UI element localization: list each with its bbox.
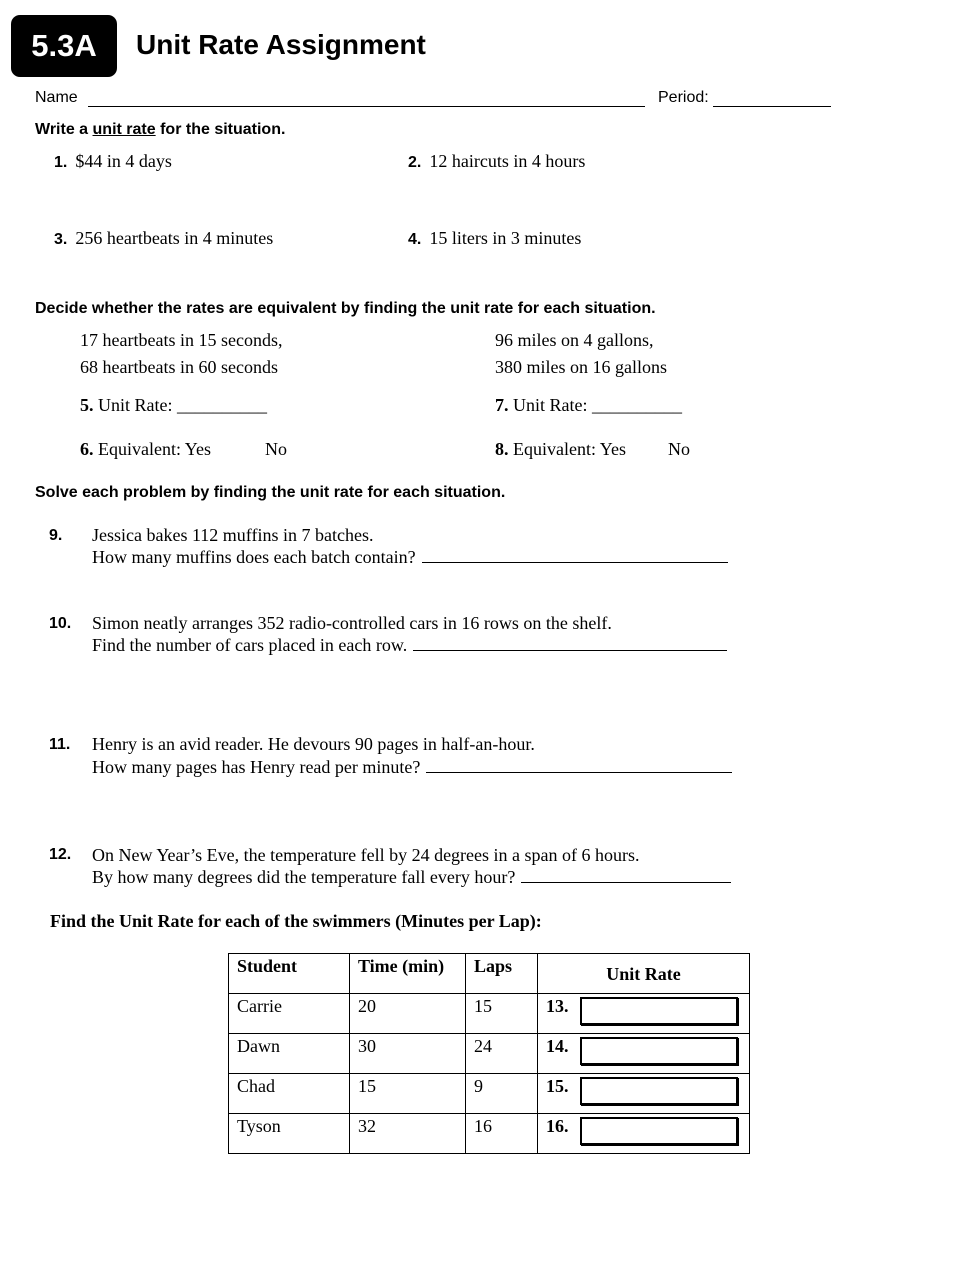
problem-number: 3. (54, 231, 68, 248)
equivalent-yes-option[interactable]: Equivalent: Yes (98, 439, 212, 459)
section4-instruction: Find the Unit Rate for each of the swimmers (Minutes per Lap): (50, 911, 542, 931)
swimmers-table (228, 953, 750, 1154)
problem-10-number: 10. (49, 615, 72, 632)
name-label: Name (35, 89, 78, 106)
time-cell: 15 (350, 1074, 466, 1114)
question-text: How many muffins does each batch contain? (92, 547, 416, 567)
answer-line[interactable] (422, 548, 728, 563)
rate-pair-right-line1: 96 miles on 4 gallons, (495, 330, 654, 350)
problem-text: 15 liters in 3 minutes (429, 228, 582, 248)
problem-12-number: 12. (49, 846, 72, 863)
problem-12-line1: On New Year’s Eve, the temperature fell by 24 degrees in a span of 6 hours. (92, 845, 640, 865)
unit-rate-cell (538, 1114, 750, 1154)
problem-9-line2 (92, 547, 728, 568)
question-text: How many pages has Henry read per minute? (92, 757, 421, 777)
answer-line[interactable] (426, 758, 732, 773)
section1-instruction (35, 121, 285, 139)
time-cell: 20 (350, 994, 466, 1034)
page-title: Unit Rate Assignment (136, 29, 426, 60)
laps-cell: 24 (466, 1034, 538, 1074)
answer-box[interactable] (580, 1117, 738, 1145)
problem-number: 7. (495, 395, 509, 415)
section2-instruction: Decide whether the rates are equivalent by finding the unit rate for each situation. (35, 300, 656, 317)
unit-rate-cell (538, 1034, 750, 1074)
problem-5 (80, 395, 267, 416)
table-row (229, 1074, 750, 1114)
instruction-term: unit rate (92, 121, 156, 138)
laps-cell: 15 (466, 994, 538, 1034)
problem-6 (80, 439, 211, 460)
unit-rate-cell (538, 994, 750, 1034)
problem-number: 8. (495, 439, 509, 459)
period-field[interactable] (713, 106, 831, 107)
table-header-row (229, 954, 750, 994)
problem-12-line2 (92, 867, 731, 888)
answer-box[interactable] (580, 1077, 738, 1105)
rate-pair-left-line1: 17 heartbeats in 15 seconds, (80, 330, 283, 350)
student-cell: Carrie (229, 994, 350, 1034)
problem-number: 5. (80, 395, 94, 415)
unit-rate-cell (538, 1074, 750, 1114)
problem-11-number: 11. (49, 736, 71, 753)
problem-text: $44 in 4 days (75, 151, 172, 171)
problem-number: 1. (54, 154, 68, 171)
student-cell: Chad (229, 1074, 350, 1114)
problem-9-line1: Jessica bakes 112 muffins in 7 batches. (92, 525, 374, 545)
problem-7 (495, 395, 682, 416)
problem-number: 15. (546, 1076, 569, 1096)
laps-cell: 9 (466, 1074, 538, 1114)
problem-number: 13. (546, 996, 569, 1016)
problem-number: 4. (408, 231, 422, 248)
problem-number: 14. (546, 1036, 569, 1056)
lesson-badge: 5.3A (11, 15, 117, 77)
problem-10-line1: Simon neatly arranges 352 radio-controlled cars in 16 rows on the shelf. (92, 613, 612, 633)
period-label: Period: (658, 89, 709, 106)
table-row (229, 994, 750, 1034)
section3-instruction: Solve each problem by finding the unit rate for each situation. (35, 484, 506, 501)
equivalent-no-option[interactable]: No (265, 439, 287, 459)
problem-number: 2. (408, 154, 422, 171)
rate-pair-right-line2: 380 miles on 16 gallons (495, 357, 667, 377)
name-field[interactable] (88, 106, 645, 107)
laps-cell: 16 (466, 1114, 538, 1154)
header-time: Time (min) (350, 954, 466, 994)
time-cell: 32 (350, 1114, 466, 1154)
problem-text: 256 heartbeats in 4 minutes (75, 228, 274, 248)
table-row (229, 1034, 750, 1074)
student-cell: Dawn (229, 1034, 350, 1074)
equivalent-no-option[interactable]: No (668, 439, 690, 459)
unit-rate-prompt: Unit Rate: __________ (98, 395, 267, 415)
problem-4 (408, 228, 581, 249)
header-student: Student (229, 954, 350, 994)
header-unit-rate: Unit Rate (538, 954, 750, 994)
problem-number: 6. (80, 439, 94, 459)
problem-2 (408, 151, 585, 172)
problem-text: 12 haircuts in 4 hours (429, 151, 586, 171)
problem-8 (495, 439, 626, 460)
unit-rate-prompt: Unit Rate: __________ (513, 395, 682, 415)
problem-10-line2 (92, 635, 727, 656)
problem-number: 16. (546, 1116, 569, 1136)
header-laps: Laps (466, 954, 538, 994)
answer-box[interactable] (580, 1037, 738, 1065)
answer-line[interactable] (521, 868, 731, 883)
problem-1 (54, 151, 172, 172)
question-text: Find the number of cars placed in each row. (92, 635, 408, 655)
student-cell: Tyson (229, 1114, 350, 1154)
problem-9-number: 9. (49, 527, 63, 544)
problem-11-line2 (92, 757, 732, 778)
problem-3 (54, 228, 273, 249)
question-text: By how many degrees did the temperature fall every hour? (92, 867, 516, 887)
time-cell: 30 (350, 1034, 466, 1074)
answer-box[interactable] (580, 997, 738, 1025)
answer-line[interactable] (413, 636, 727, 651)
table-row (229, 1114, 750, 1154)
instruction-suffix: for the situation. (160, 121, 286, 138)
equivalent-yes-option[interactable]: Equivalent: Yes (513, 439, 627, 459)
instruction-prefix: Write a (35, 121, 89, 138)
rate-pair-left-line2: 68 heartbeats in 60 seconds (80, 357, 278, 377)
problem-11-line1: Henry is an avid reader. He devours 90 pages in half-an-hour. (92, 734, 535, 754)
